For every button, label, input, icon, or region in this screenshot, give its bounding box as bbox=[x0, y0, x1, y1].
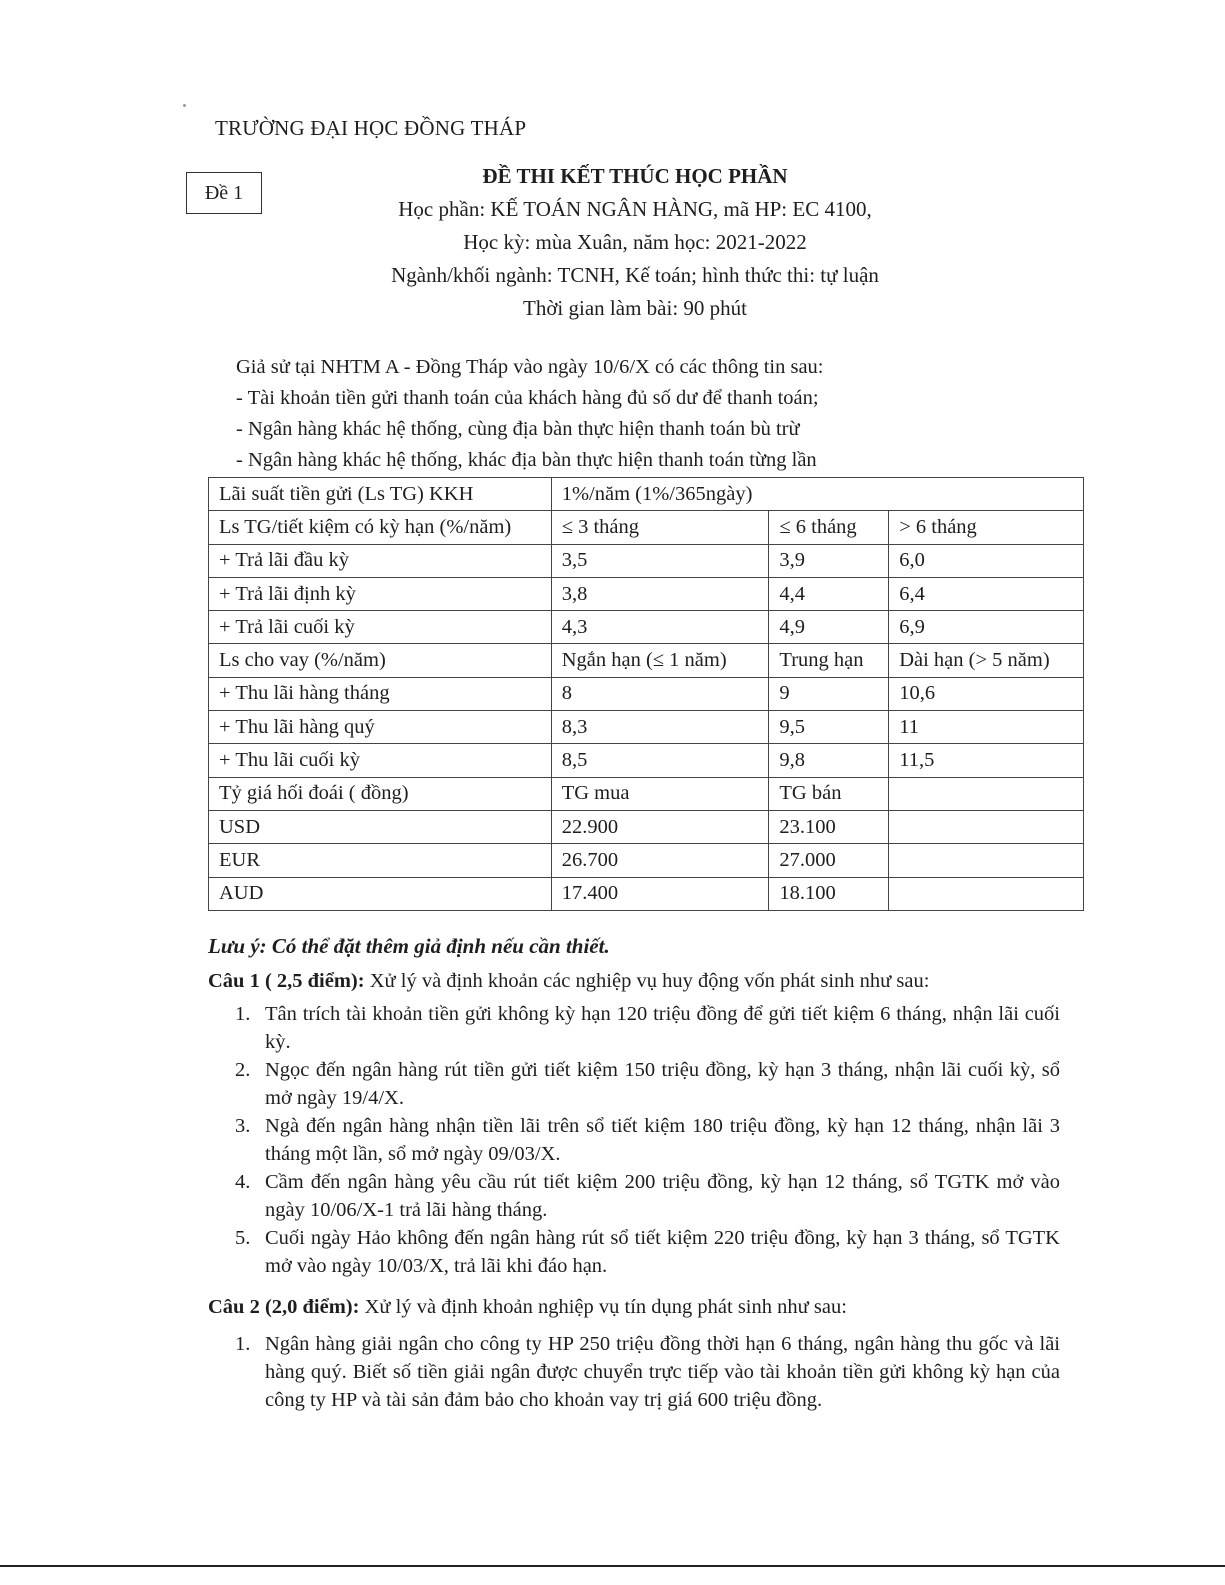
item-text: Tân trích tài khoản tiền gửi không kỳ hạn 120 triệu đồng để gửi tiết kiệm 6 tháng, nhận lãi cuối kỳ. bbox=[265, 1003, 1060, 1053]
table-cell: Trung hạn bbox=[769, 644, 889, 677]
table-cell: Ls cho vay (%/năm) bbox=[209, 644, 552, 677]
table-cell: ≤ 3 tháng bbox=[551, 511, 769, 544]
exam-code-box bbox=[186, 172, 262, 214]
major-line: Ngành/khối ngành: TCNH, Kế toán; hình thức thi: tự luận bbox=[391, 263, 879, 287]
table-cell: 8,3 bbox=[551, 711, 769, 744]
course-line: Học phần: KẾ TOÁN NGÂN HÀNG, mã HP: EC 4100, bbox=[398, 197, 872, 221]
table-row bbox=[209, 644, 1084, 677]
table-cell: 9,8 bbox=[769, 744, 889, 777]
table-row bbox=[209, 810, 1084, 843]
table-cell: AUD bbox=[209, 877, 552, 910]
table-row bbox=[209, 777, 1084, 810]
question-1-list bbox=[235, 1000, 1060, 1280]
list-item bbox=[235, 1330, 1060, 1414]
intro-line: Giả sử tại NHTM A - Đồng Tháp vào ngày 10/6/X có các thông tin sau: bbox=[236, 356, 824, 378]
table-row bbox=[209, 877, 1084, 910]
table-cell: Ngắn hạn (≤ 1 năm) bbox=[551, 644, 769, 677]
table-cell: + Thu lãi hàng tháng bbox=[209, 677, 552, 710]
table-cell bbox=[889, 810, 1084, 843]
table-cell: 17.400 bbox=[551, 877, 769, 910]
table-cell: TG mua bbox=[551, 777, 769, 810]
table-row bbox=[209, 544, 1084, 577]
table-cell: 8 bbox=[551, 677, 769, 710]
table-row bbox=[209, 844, 1084, 877]
table-cell: + Trả lãi đầu kỳ bbox=[209, 544, 552, 577]
intro-line: - Tài khoản tiền gửi thanh toán của khách hàng đủ số dư để thanh toán; bbox=[236, 387, 819, 409]
item-text: Ngà đến ngân hàng nhận tiền lãi trên sổ tiết kiệm 180 triệu đồng, kỳ hạn 12 tháng, nhận lãi 3 tháng một lần, sổ mở ngày 09/03/X. bbox=[265, 1115, 1060, 1165]
question-1-label: Câu 1 ( 2,5 điểm): bbox=[208, 970, 365, 992]
table-cell: + Trả lãi định kỳ bbox=[209, 577, 552, 610]
exam-header bbox=[300, 160, 970, 325]
table-cell: 8,5 bbox=[551, 744, 769, 777]
table-cell: Dài hạn (> 5 năm) bbox=[889, 644, 1084, 677]
item-number: 3. bbox=[235, 1115, 251, 1137]
exam-code: Đề 1 bbox=[204, 181, 244, 204]
note: Lưu ý: Có thể đặt thêm giả định nếu cần thiết. bbox=[208, 934, 610, 958]
table-cell: TG bán bbox=[769, 777, 889, 810]
table-cell: 3,8 bbox=[551, 577, 769, 610]
table-cell bbox=[889, 844, 1084, 877]
exam-title: ĐỀ THI KẾT THÚC HỌC PHẦN bbox=[482, 164, 788, 188]
table-cell: 9 bbox=[769, 677, 889, 710]
list-item bbox=[235, 1224, 1060, 1280]
table-cell: EUR bbox=[209, 844, 552, 877]
table-cell: ≤ 6 tháng bbox=[769, 511, 889, 544]
item-number: 2. bbox=[235, 1059, 251, 1081]
question-2-list bbox=[235, 1330, 1060, 1414]
question-1-text: Xử lý và định khoản các nghiệp vụ huy động vốn phát sinh như sau: bbox=[364, 970, 930, 992]
item-number: 4. bbox=[235, 1171, 251, 1193]
table-cell: 27.000 bbox=[769, 844, 889, 877]
table-cell: 6,4 bbox=[889, 577, 1084, 610]
table-cell: 11,5 bbox=[889, 744, 1084, 777]
duration-line: Thời gian làm bài: 90 phút bbox=[523, 296, 747, 320]
intro-block bbox=[236, 352, 823, 476]
table-row bbox=[209, 577, 1084, 610]
table-cell: USD bbox=[209, 810, 552, 843]
table-cell bbox=[889, 777, 1084, 810]
item-text: Ngọc đến ngân hàng rút tiền gửi tiết kiệm 150 triệu đồng, kỳ hạn 3 tháng, nhận lãi cuối kỳ, sổ mở ngày 19/4/X. bbox=[265, 1059, 1060, 1109]
table-cell: 22.900 bbox=[551, 810, 769, 843]
rates-table bbox=[208, 477, 1084, 911]
item-text: Cầm đến ngân hàng yêu cầu rút tiết kiệm 200 triệu đồng, kỳ hạn 12 tháng, sổ TGTK mở vào ngày 10/06/X-1 trả lãi hàng tháng. bbox=[265, 1171, 1060, 1221]
item-number: 1. bbox=[235, 1003, 251, 1025]
table-cell: + Thu lãi hàng quý bbox=[209, 711, 552, 744]
table-row bbox=[209, 611, 1084, 644]
table-cell: 23.100 bbox=[769, 810, 889, 843]
table-cell: 4,3 bbox=[551, 611, 769, 644]
page-edge-line bbox=[0, 1565, 1225, 1567]
table-cell: Lãi suất tiền gửi (Ls TG) KKH bbox=[209, 478, 552, 511]
semester-line: Học kỳ: mùa Xuân, năm học: 2021-2022 bbox=[463, 230, 807, 254]
question-2-label: Câu 2 (2,0 điểm): bbox=[208, 1296, 360, 1318]
list-item bbox=[235, 1112, 1060, 1168]
item-number: 1. bbox=[235, 1333, 251, 1355]
list-item bbox=[235, 1056, 1060, 1112]
item-text: Ngân hàng giải ngân cho công ty HP 250 triệu đồng thời hạn 6 tháng, ngân hàng thu gốc và lãi hàng quý. Biết số tiền giải ngân được chuyển trực tiếp vào tài khoản tiền gửi không kỳ hạn của công ty HP và tài sản đảm bảo cho khoản vay trị giá 600 triệu đồng. bbox=[265, 1333, 1060, 1411]
intro-line: - Ngân hàng khác hệ thống, cùng địa bàn thực hiện thanh toán bù trừ bbox=[236, 418, 800, 440]
table-cell: 6,9 bbox=[889, 611, 1084, 644]
table-row bbox=[209, 478, 1084, 511]
table-cell: 3,5 bbox=[551, 544, 769, 577]
table-row bbox=[209, 511, 1084, 544]
table-cell: 4,4 bbox=[769, 577, 889, 610]
table-cell: 10,6 bbox=[889, 677, 1084, 710]
school-name: TRƯỜNG ĐẠI HỌC ĐỒNG THÁP bbox=[215, 116, 527, 140]
intro-line: - Ngân hàng khác hệ thống, khác địa bàn thực hiện thanh toán từng lần bbox=[236, 449, 817, 471]
table-cell: 9,5 bbox=[769, 711, 889, 744]
question-1-heading bbox=[208, 970, 929, 993]
question-2-heading bbox=[208, 1296, 847, 1319]
table-cell: > 6 tháng bbox=[889, 511, 1084, 544]
table-row bbox=[209, 744, 1084, 777]
table-row bbox=[209, 711, 1084, 744]
scan-speck bbox=[183, 104, 186, 107]
item-text: Cuối ngày Hảo không đến ngân hàng rút sổ tiết kiệm 220 triệu đồng, kỳ hạn 3 tháng, sổ TGTK mở vào ngày 10/03/X, trả lãi khi đáo hạn. bbox=[265, 1227, 1060, 1277]
table-cell bbox=[889, 877, 1084, 910]
table-cell: 11 bbox=[889, 711, 1084, 744]
table-row bbox=[209, 677, 1084, 710]
table-cell: + Trả lãi cuối kỳ bbox=[209, 611, 552, 644]
table-cell: Tỷ giá hối đoái ( đồng) bbox=[209, 777, 552, 810]
item-number: 5. bbox=[235, 1227, 251, 1249]
question-2-text: Xử lý và định khoản nghiệp vụ tín dụng phát sinh như sau: bbox=[359, 1296, 847, 1318]
table-cell: 4,9 bbox=[769, 611, 889, 644]
list-item bbox=[235, 1000, 1060, 1056]
table-cell: 18.100 bbox=[769, 877, 889, 910]
table-cell: 1%/năm (1%/365ngày) bbox=[551, 478, 1083, 511]
table-cell: 26.700 bbox=[551, 844, 769, 877]
table-cell: 6,0 bbox=[889, 544, 1084, 577]
list-item bbox=[235, 1168, 1060, 1224]
table-cell: Ls TG/tiết kiệm có kỳ hạn (%/năm) bbox=[209, 511, 552, 544]
table-cell: + Thu lãi cuối kỳ bbox=[209, 744, 552, 777]
table-cell: 3,9 bbox=[769, 544, 889, 577]
